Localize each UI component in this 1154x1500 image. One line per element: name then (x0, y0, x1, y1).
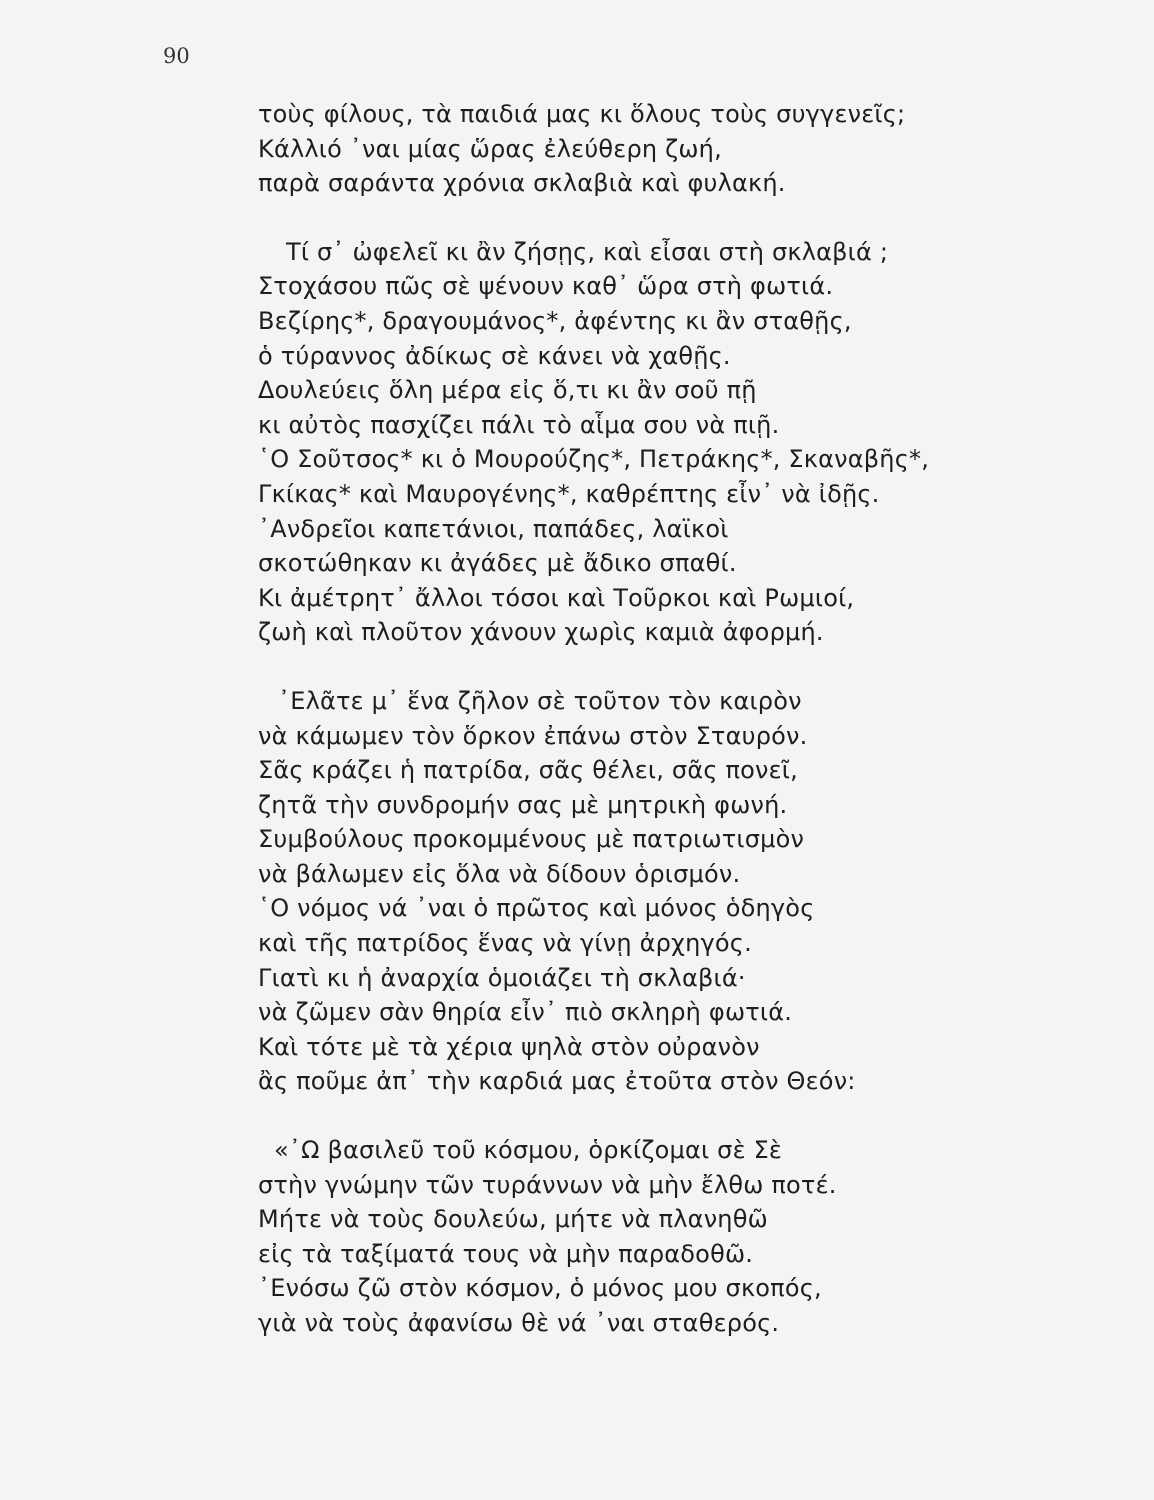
poem-line: ᾽Ενόσω ζῶ στὸν κόσμον, ὁ μόνος μου σκοπός, (258, 1274, 822, 1303)
poem-line: κι αὐτὸς πασχίζει πάλι τὸ αἷμα σου νὰ πιῇ. (258, 410, 780, 439)
poem-line: παρὰ σαράντα χρόνια σκλαβιὰ καὶ φυλακή. (258, 169, 786, 198)
poem-line: Μήτε νὰ τοὺς δουλεύω, μήτε νὰ πλανηθῶ (258, 1205, 768, 1234)
poem-line: εἰς τὰ ταξίματά τους νὰ μὴν παραδοθῶ. (258, 1239, 754, 1268)
poem-line: Συμβούλους προκομμένους μὲ πατριωτισμὸν (258, 825, 805, 854)
poem-line: «᾽Ω βασιλεῦ τοῦ κόσμου, ὁρκίζομαι σὲ Σὲ (274, 1136, 783, 1165)
poem-line: ὁ τύραννος ἀδίκως σὲ κάνει νὰ χαθῇς. (258, 341, 731, 370)
poem-line: Σᾶς κράζει ἡ πατρίδα, σᾶς θέλει, σᾶς πονεῖ, (258, 756, 798, 785)
poem-line: Γιατὶ κι ἡ ἀναρχία ὁμοιάζει τὴ σκλαβιά· (258, 963, 746, 992)
stanza-1 (258, 97, 1118, 201)
page-number: 90 (163, 44, 190, 68)
poem-line: ζωὴ καὶ πλοῦτον χάνουν χωρὶς καμιὰ ἀφορμή. (258, 618, 824, 647)
poem-line: ῾Ο νόμος νά ᾽ναι ὁ πρῶτος καὶ μόνος ὁδηγὸς (258, 894, 815, 923)
poem-line: ῾Ο Σοῦτσος* κι ὁ Μουρούζης*, Πετράκης*, Σκαναβῆς*, (258, 445, 930, 474)
poem-line: ἂς ποῦμε ἀπ᾽ τὴν καρδιά μας ἐτοῦτα στὸν Θεόν: (258, 1067, 856, 1096)
poem-line: Γκίκας* καὶ Μαυρογένης*, καθρέπτης εἶν᾽ νὰ ἰδῇς. (258, 479, 880, 508)
poem-line: σκοτώθηκαν κι ἀγάδες μὲ ἄδικο σπαθί. (258, 549, 737, 578)
stanza-3 (258, 684, 1118, 1099)
poem-line: ᾽Ελᾶτε μ᾽ ἕνα ζῆλον σὲ τοῦτον τὸν καιρὸν (278, 686, 802, 715)
stanza-4 (258, 1133, 1118, 1341)
stanza-2 (258, 235, 1118, 650)
poem-line: στὴν γνώμην τῶν τυράννων νὰ μὴν ἔλθω ποτέ. (258, 1170, 837, 1199)
poem-line: νὰ βάλωμεν εἰς ὅλα νὰ δίδουν ὁρισμόν. (258, 859, 741, 888)
poem-line: νὰ ζῶμεν σὰν θηρία εἶν᾽ πιὸ σκληρὴ φωτιά. (258, 998, 793, 1027)
poem-line: καὶ τῆς πατρίδος ἕνας νὰ γίνῃ ἀρχηγός. (258, 929, 752, 958)
poem-line: γιὰ νὰ τοὺς ἀφανίσω θὲ νά ᾽ναι σταθερός. (258, 1309, 780, 1337)
poem-line: Στοχάσου πῶς σὲ ψένουν καθ᾽ ὥρα στὴ φωτιά. (258, 272, 834, 301)
poem-line: Δουλεύεις ὅλη μέρα εἰς ὅ,τι κι ἂν σοῦ πῇ (258, 376, 757, 405)
poem-line: Τί σ᾽ ὠφελεῖ κι ἂν ζήσῃς, καὶ εἶσαι στὴ σκλαβιά ; (286, 237, 889, 266)
poem-line: Κι ἀμέτρητ᾽ ἄλλοι τόσοι καὶ Τοῦρκοι καὶ Ρωμιοί, (258, 583, 855, 612)
poem-body (258, 97, 1118, 1341)
poem-line: τοὺς φίλους, τὰ παιδιά μας κι ὅλους τοὺς συγγενεῖς; (258, 100, 906, 128)
poem-line: Καὶ τότε μὲ τὰ χέρια ψηλὰ στὸν οὐρανὸν (258, 1032, 760, 1061)
poem-line: Κάλλιό ᾽ναι μίας ὥρας ἐλεύθερη ζωή, (258, 134, 722, 163)
poem-line: ζητᾶ τὴν συνδρομήν σας μὲ μητρικὴ φωνή. (258, 790, 788, 819)
poem-line: ᾽Ανδρεῖοι καπετάνιοι, παπάδες, λαϊκοὶ (258, 514, 729, 543)
poem-line: νὰ κάμωμεν τὸν ὅρκον ἐπάνω στὸν Σταυρόν. (258, 721, 808, 750)
poem-line: Βεζίρης*, δραγουμάνος*, ἀφέντης κι ἂν σταθῇς, (258, 306, 852, 335)
